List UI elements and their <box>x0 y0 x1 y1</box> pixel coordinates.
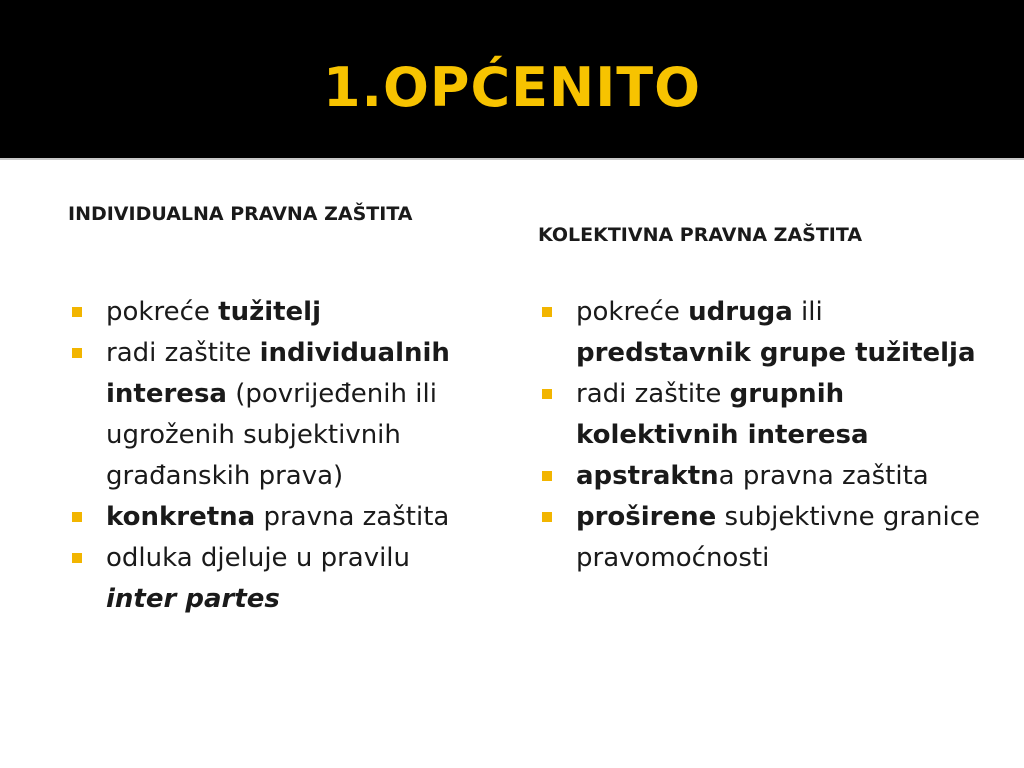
bullet-text-segment: apstraktn <box>576 461 719 491</box>
square-bullet-icon <box>542 512 552 522</box>
bullet-text-segment: a pravna zaštita <box>718 461 929 491</box>
left-bullet-list <box>68 292 488 620</box>
bullet-text-segment: tužitelj <box>218 297 322 327</box>
right-heading-text: KOLEKTIVNA PRAVNA ZAŠTITA <box>538 224 863 246</box>
bullet-text-segment: pokreće <box>106 297 219 327</box>
left-heading-text: INDIVIDUALNA PRAVNA ZAŠTITA <box>68 203 413 225</box>
bullet-item <box>538 292 998 374</box>
bullet-text-segment: subjektivne granice pravomoćnosti <box>576 502 981 573</box>
bullet-item <box>68 497 488 538</box>
bullet-text-segment: ili <box>792 297 823 327</box>
bullet-text-segment: konkretna <box>106 502 256 532</box>
bullet-item <box>538 374 998 456</box>
bullet-text-segment: grupnih kolektivnih interesa <box>576 379 869 450</box>
right-column-heading <box>538 200 998 270</box>
bullet-text-segment: inter partes <box>106 584 280 614</box>
bullet-text-segment: pravna zaštita <box>255 502 450 532</box>
right-bullet-list <box>538 292 998 579</box>
square-bullet-icon <box>72 348 82 358</box>
square-bullet-icon <box>542 389 552 399</box>
left-column <box>68 200 488 620</box>
title-band <box>0 0 1024 158</box>
bullet-text-segment: proširene <box>576 502 717 532</box>
bullet-item <box>538 497 998 579</box>
bullet-text-segment: odluka djeluje u pravilu <box>106 543 411 573</box>
bullet-text-segment: radi zaštite <box>576 379 730 409</box>
bullet-text-segment: predstavnik grupe tužitelja <box>576 338 976 368</box>
bullet-item <box>68 292 488 333</box>
square-bullet-icon <box>72 307 82 317</box>
bullet-text-segment: pokreće <box>576 297 689 327</box>
bullet-item <box>68 333 488 497</box>
bullet-item <box>68 538 488 620</box>
square-bullet-icon <box>72 512 82 522</box>
bullet-text-segment: radi zaštite <box>106 338 260 368</box>
bullet-text-segment: individualnih interesa <box>106 338 450 409</box>
bullet-item <box>538 456 998 497</box>
square-bullet-icon <box>72 553 82 563</box>
right-column <box>538 200 998 579</box>
square-bullet-icon <box>542 471 552 481</box>
bullet-text-segment: (povrijeđenih ili ugroženih subjektivnih građanskih prava) <box>106 379 437 491</box>
left-column-heading <box>68 200 488 270</box>
square-bullet-icon <box>542 307 552 317</box>
bullet-text-segment: udruga <box>688 297 793 327</box>
slide-title: 1.OPĆENITO <box>322 56 702 119</box>
